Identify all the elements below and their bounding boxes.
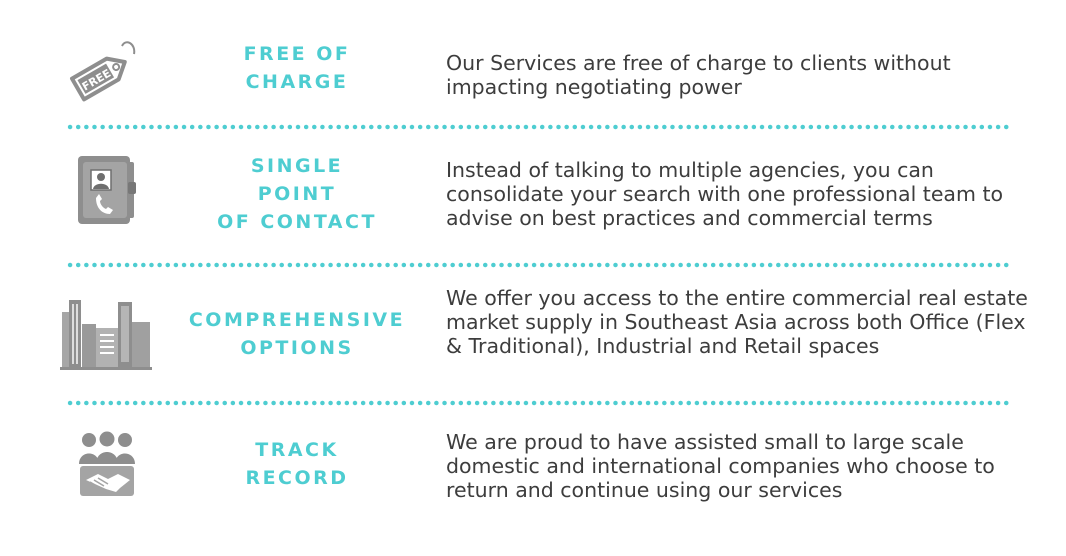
feature-description: We are proud to have assisted small to large scale domestic and international companies who choose to return and continue using our services — [446, 430, 995, 502]
feature-row-comprehensive-options — [0, 268, 1066, 398]
feature-description: Instead of talking to multiple agencies, you can consolidate your search with one professional team to advise on best practices and commercial terms — [446, 158, 1004, 230]
feature-row-track-record — [0, 406, 1066, 556]
city-buildings-icon — [60, 298, 152, 370]
price-tag-icon — [64, 34, 146, 106]
contact-book-icon — [76, 154, 136, 226]
feature-description: We offer you access to the entire commercial real estate market supply in Southeast Asia across both Office (Flex & Traditional), Industrial and Retail spaces — [446, 286, 1028, 358]
team-handshake-icon — [76, 430, 138, 500]
feature-row-single-point — [0, 130, 1066, 260]
feature-title: FREE OF CHARGE — [243, 43, 351, 93]
feature-row-free-of-charge — [0, 0, 1066, 120]
feature-title: COMPREHENSIVE OPTIONS — [188, 309, 406, 359]
feature-title: SINGLE POINT OF CONTACT — [217, 155, 377, 233]
svg-text:FREE: FREE — [79, 66, 114, 94]
feature-description: Our Services are free of charge to clients without impacting negotiating power — [446, 51, 951, 99]
feature-title: TRACK RECORD — [245, 439, 349, 489]
